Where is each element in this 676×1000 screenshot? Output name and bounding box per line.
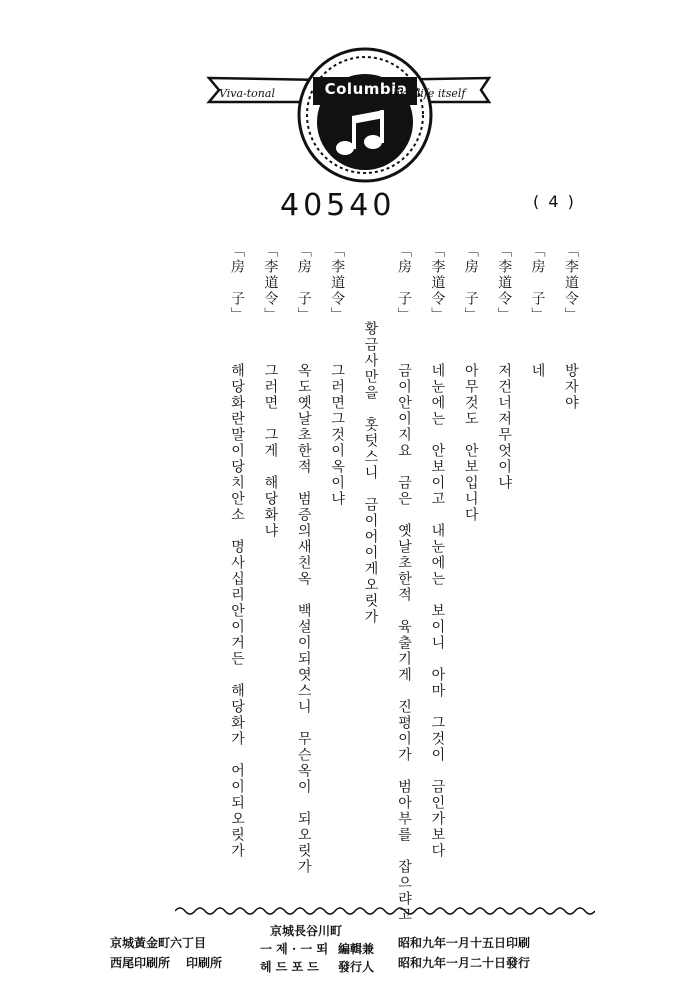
script-column [495, 243, 513, 883]
speaker-label: 「房 子」 [295, 243, 312, 323]
dialogue-line: 네 [529, 363, 546, 379]
record-number: 40540 [280, 188, 396, 223]
dialogue-line: 아무것도 안보입니다 [462, 363, 479, 523]
dialogue-line: 옥도옛날초한적 범증의새친옥 백설이되엿스니 무슨옥이 되오릿가 [295, 363, 312, 875]
dialogue-line: 해당화란말이당치안소 명사십리안이거든 해당화가 어이되오릿가 [229, 363, 245, 859]
printer-address: 京城黃金町六丁目 [110, 936, 207, 950]
script-column [395, 243, 413, 923]
left-banner-text: Viva-tonal [219, 87, 275, 100]
script-column [462, 243, 480, 883]
dialogue-line: 그러면 그게 해당화냐 [262, 363, 279, 539]
speaker-label: 「李道令」 [429, 243, 446, 323]
script-column [428, 243, 446, 883]
publisher-address: 京城長谷川町 [270, 924, 343, 938]
speaker-label: 「李道令」 [262, 243, 279, 323]
right-banner-text: like life itself [393, 87, 466, 100]
divider-line [175, 905, 595, 917]
publisher-name-2: 헤 드 포 드 [260, 960, 319, 974]
publisher-label: 發行人 [338, 960, 375, 974]
speaker-label: 「房 子」 [395, 243, 412, 323]
dialogue-line: 그러면그것이옥이냐 [329, 363, 346, 507]
colophon [110, 922, 580, 982]
columbia-logo [205, 40, 495, 190]
logo-emblem-icon [205, 40, 495, 190]
script-column [328, 243, 346, 883]
script-body [228, 243, 580, 923]
printer-name: 西尾印刷所 [110, 956, 171, 970]
dialogue-line: 네눈에는 안보이고 내눈에는 보이니 아마 그것이 금인가보다 [429, 363, 446, 859]
brand-name: Columbia [324, 80, 408, 98]
dialogue-line: 저건너저무엇이냐 [496, 363, 513, 491]
script-column [362, 243, 380, 883]
print-date: 昭和九年一月十五日印刷 [398, 936, 531, 950]
speaker-label: 「房 子」 [529, 243, 546, 323]
script-column [529, 243, 547, 883]
printer-label: 印刷所 [186, 956, 223, 970]
speaker-label: 「房 子」 [462, 243, 479, 323]
dialogue-line: 방자야 [562, 363, 579, 411]
script-column [228, 243, 246, 883]
editor-label: 編輯兼 [338, 942, 375, 956]
speaker-label: 「李道令」 [329, 243, 346, 323]
page-number: ( 4 ) [533, 192, 576, 211]
publisher-name: 一 제 · 一 뙤 [260, 942, 329, 956]
dialogue-line: 황금사만을 홋텃스니 금이어이게오릿가 [362, 321, 379, 625]
script-column [295, 243, 313, 883]
dialogue-line: 금이안이지요 금은 옛날초한적 육출기게 진평이가 범아부를 잡으랴고 [395, 363, 412, 923]
speaker-label: 「李道令」 [562, 243, 579, 323]
script-column [562, 243, 580, 883]
publish-date: 昭和九年一月二十日發行 [398, 956, 531, 970]
speaker-label: 「房 子」 [229, 243, 245, 323]
script-column [261, 243, 279, 883]
speaker-label: 「李道令」 [496, 243, 513, 323]
